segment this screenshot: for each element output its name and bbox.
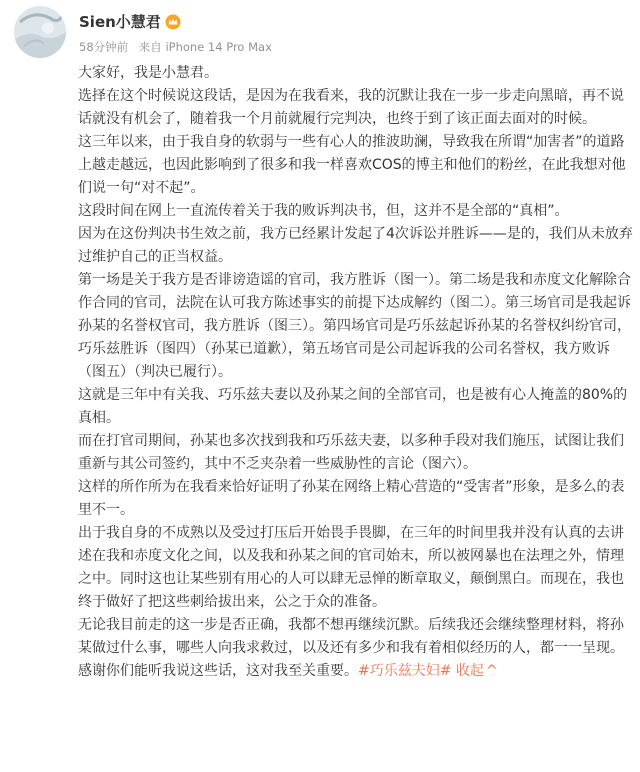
paragraph: 这三年以来，由于我自身的软弱与一些有心人的推波助澜，导致我在所谓“加害者”的道路上越走越远，也因此影响到了很多和我一样喜欢COS的博主和他们的粉丝，在此我想对他们说一句“对不起”。 xyxy=(78,134,626,196)
paragraph: 第一场是关于我方是否诽谤造谣的官司，我方胜诉（图一）。第二场是我和赤度文化解除合作合同的官司，法院在认可我方陈述事实的前提下达成解约（图二）。第三场官司是我起诉孙某的名誉权官司，我方胜诉（图三）。第四场官司是巧乐兹起诉孙某的名誉权纠纷官司，巧乐兹胜诉（图四）（孙某已道歉），第五场官司是公司起诉我的公司名誉权，我方败诉（图五）（判决已履行）。 xyxy=(78,272,631,380)
paragraph: 无论我目前走的这一步是否正确，我都不想再继续沉默。后续我还会继续整理材料，将孙某做过什么事，哪些人向我求救过，以及还有多少和我有着相似经历的人，都一一呈现。 xyxy=(78,617,624,656)
post-content xyxy=(78,62,634,683)
hashtag-link[interactable]: #巧乐兹夫妇# xyxy=(358,663,452,679)
paragraph: 而在打官司期间，孙某也多次找到我和巧乐兹夫妻，以多种手段对我们施压，试图让我们重新与其公司签约，其中不乏夹杂着一些威胁性的言论（图六）。 xyxy=(78,433,624,472)
chevron-up-icon: ^ xyxy=(485,663,498,679)
paragraph: 这段时间在网上一直流传着关于我的败诉判决书，但，这并不是全部的“真相”。 xyxy=(78,203,569,219)
avatar[interactable] xyxy=(14,6,66,58)
paragraph-last xyxy=(78,660,634,683)
paragraph: 这样的所作所为在我看来恰好证明了孙某在网络上精心营造的“受害者”形象，是多么的表里不一。 xyxy=(78,479,625,518)
vip-crown-icon xyxy=(165,14,181,30)
post-time[interactable]: 58分钟前 xyxy=(79,40,129,54)
post-meta xyxy=(79,39,279,55)
name-row xyxy=(79,12,181,32)
paragraph: 选择在这个时候说这段话，是因为在我看来，我的沉默让我在一步一步走向黑暗，再不说话就没有机会了，随着我一个月前就履行完判决，也终于到了该正面去面对的时候。 xyxy=(78,88,624,127)
post-source: 来自 iPhone 14 Pro Max xyxy=(138,40,272,54)
paragraph-text: 感谢你们能听我说这些话，这对我至关重要。 xyxy=(78,663,358,679)
paragraph: 大家好，我是小慧君。 xyxy=(78,65,218,81)
avatar-image xyxy=(14,6,66,58)
username[interactable]: Sien小慧君 xyxy=(79,13,161,31)
collapse-button[interactable] xyxy=(456,663,498,679)
paragraph: 这就是三年中有关我、巧乐兹夫妻以及孙某之间的全部官司，也是被有心人掩盖的80%的真相。 xyxy=(78,387,628,426)
paragraph: 因为在这份判决书生效之前，我方已经累计发起了4次诉讼并胜诉——是的，我们从未放弃过维护自己的正当权益。 xyxy=(78,226,633,265)
paragraph: 出于我自身的不成熟以及受过打压后开始畏手畏脚，在三年的时间里我并没有认真的去讲述在我和赤度文化之间，以及我和孙某之间的官司始末，所以被网暴也在法理之外，情理之中。同时这也让某些别有用心的人可以肆无忌惮的断章取义，颠倒黑白。而现在，我也终于做好了把这些刺给拔出来，公之于众的准备。 xyxy=(78,525,624,610)
collapse-label: 收起 xyxy=(455,663,484,679)
